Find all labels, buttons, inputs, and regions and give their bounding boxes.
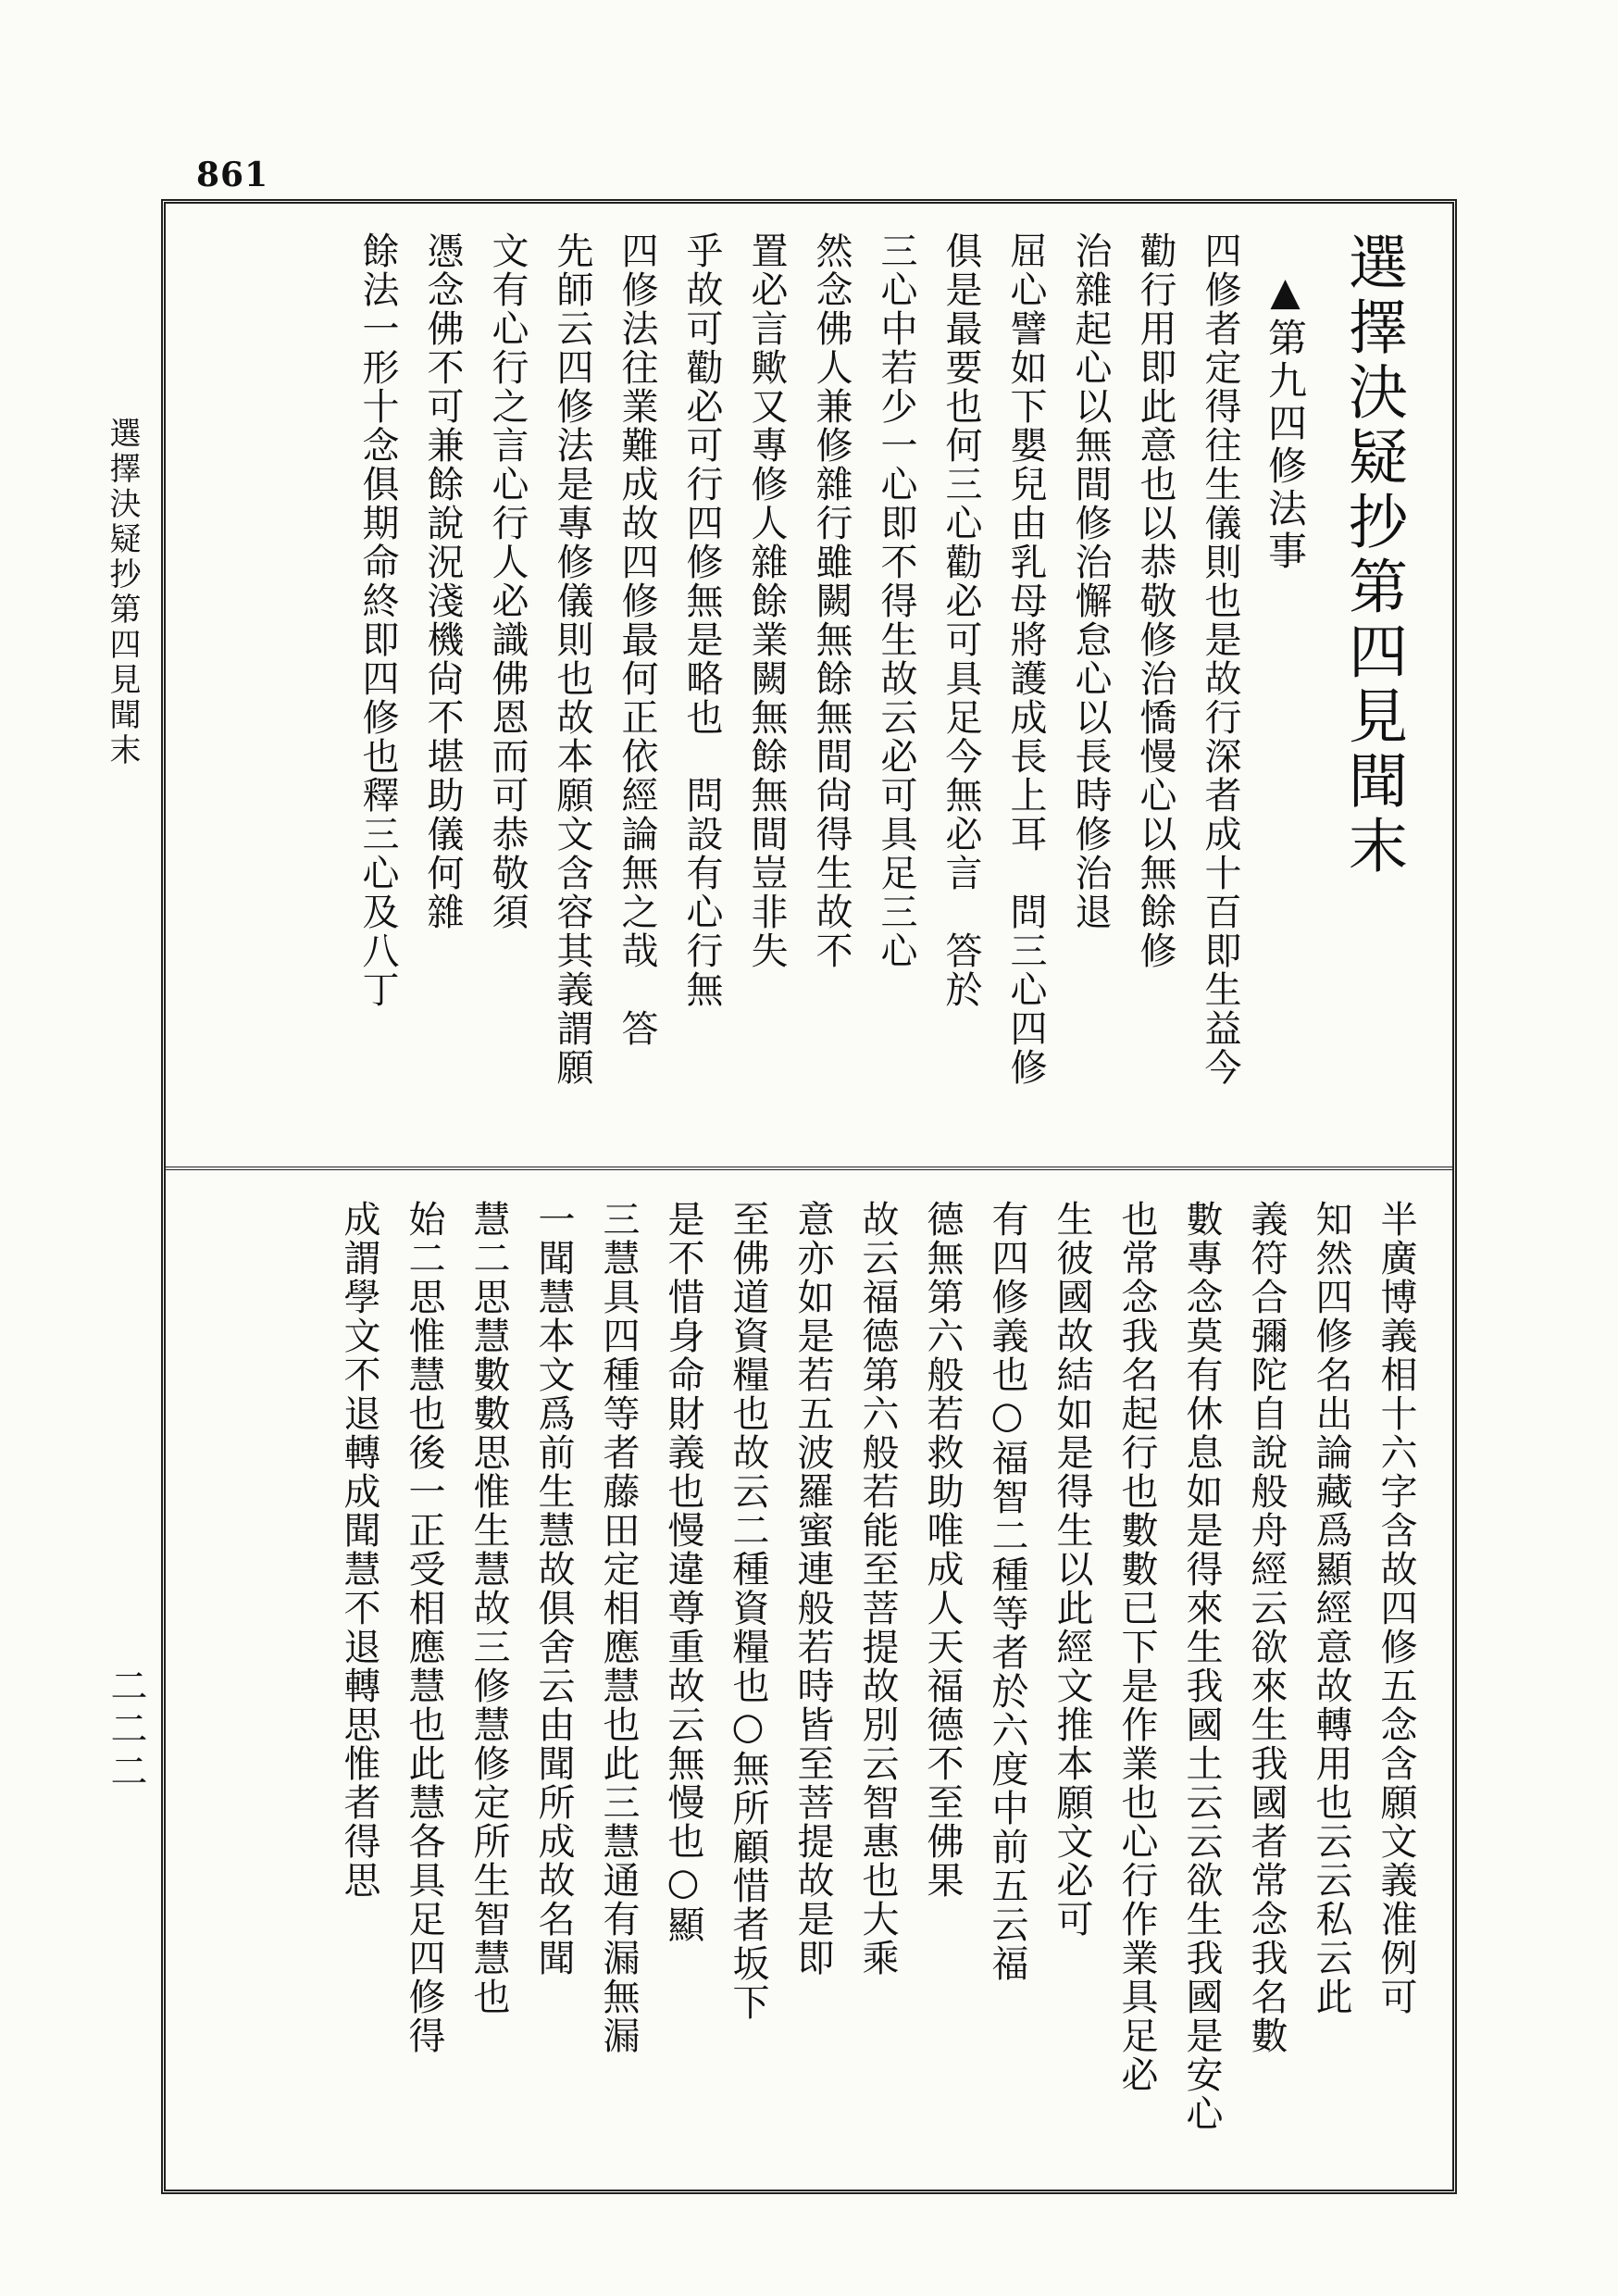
page-number: 861 [196,156,269,194]
text-line: 乎故可勸必可行四修無是略也 問設有心行無 [680,231,723,1009]
text-line: 餘法一形十念俱期命終即四修也釋三心及八丁 [356,231,399,1009]
text-line: 意亦如是若五波羅蜜連般若時皆至菩提故是即 [791,1200,834,1978]
text-line: 俱是最要也何三心勸必可具足今無必言 答於 [940,231,982,1009]
text-line: 治雜起心以無間修治懈怠心以長時修治退 [1069,231,1112,931]
text-line: 至佛道資糧也故云二種資糧也○無所顧惜者坂下 [727,1200,769,2022]
text-line: 數專念莫有休息如是得來生我國土云云欲生我國是安心 [1180,1200,1223,2133]
text-line: 有四修義也○福智二種等者於六度中前五云福 [986,1200,1028,1983]
text-line: 始二思惟慧也後一正受相應慧也此慧各具足四修得 [403,1200,445,2055]
upper-section [166,204,1452,1167]
text-line: 勸行用即此意也以恭敬修治憍慢心以無餘修 [1134,231,1176,970]
folio-number: 二二二 [105,1666,147,1794]
text-line: 成謂學文不退轉成聞慧不退轉思惟者得思 [338,1200,380,1900]
lower-text [190,1200,1428,2167]
text-line: 也常念我名起行也數數已下是作業也心行作業具足必 [1115,1200,1158,2094]
text-line: 故云福德第六般若能至菩提故別云智惠也大乘 [856,1200,899,1978]
text-line: 屈心譬如下嬰兒由乳母將護成長上耳 問三心四修 [1004,231,1047,1087]
upper-text [190,231,1428,1144]
text-line: 三心中若少一心即不得生故云必可具足三心 [875,231,917,970]
text-line: 憑念佛不可兼餘說況淺機尙不堪助儀何雜 [421,231,464,931]
text-line: 四修者定得往生儀則也是故行深者成十百即生益今 [1199,231,1241,1087]
section-heading: ▲第九四修法事 [1263,268,1308,573]
text-line: 先師云四修法是專修儀則也故本願文含容其義謂願 [551,231,593,1087]
text-line: 義符合彌陀自說般舟經云欲來生我國者常念我名數 [1245,1200,1288,2055]
text-line: 生彼國故結如是得生以此經文推本願文必可 [1051,1200,1093,1939]
text-frame [161,199,1457,2194]
running-title: 選擇決疑抄第四見聞末 [104,417,141,768]
text-line: 置必言歟又專修人雜餘業闕無餘無間豈非失 [745,231,788,970]
text-line: 四修法往業難成故四修最何正依經論無之哉 答 [616,231,658,1048]
book-title: 選擇決疑抄第四見聞末 [1338,231,1407,880]
text-line: 慧二思慧數數思惟生慧故三修慧修定所生智慧也 [467,1200,510,2016]
text-line: 半廣博義相十六字含故四修五念含願文義准例可 [1375,1200,1417,2016]
text-line: 德無第六般若救助唯成人天福德不至佛果 [921,1200,964,1900]
text-line: 文有心行之言心行人必識佛恩而可恭敬須 [486,231,529,931]
text-line: 是不惜身命財義也慢違尊重故云無慢也○顯 [662,1200,704,1944]
lower-section [166,1172,1452,2190]
text-line: 三慧具四種等者藤田定相應慧也此三慧通有漏無漏 [597,1200,640,2055]
text-line: 知然四修名出論藏爲顯經意故轉用也云云私云此 [1310,1200,1352,2016]
section-divider [166,1167,1452,1170]
text-line: 一聞慧本文爲前生慧故俱舍云由聞所成故名聞 [532,1200,575,1978]
text-line: 然念佛人兼修雜行雖闕無餘無間尙得生故不 [810,231,853,970]
